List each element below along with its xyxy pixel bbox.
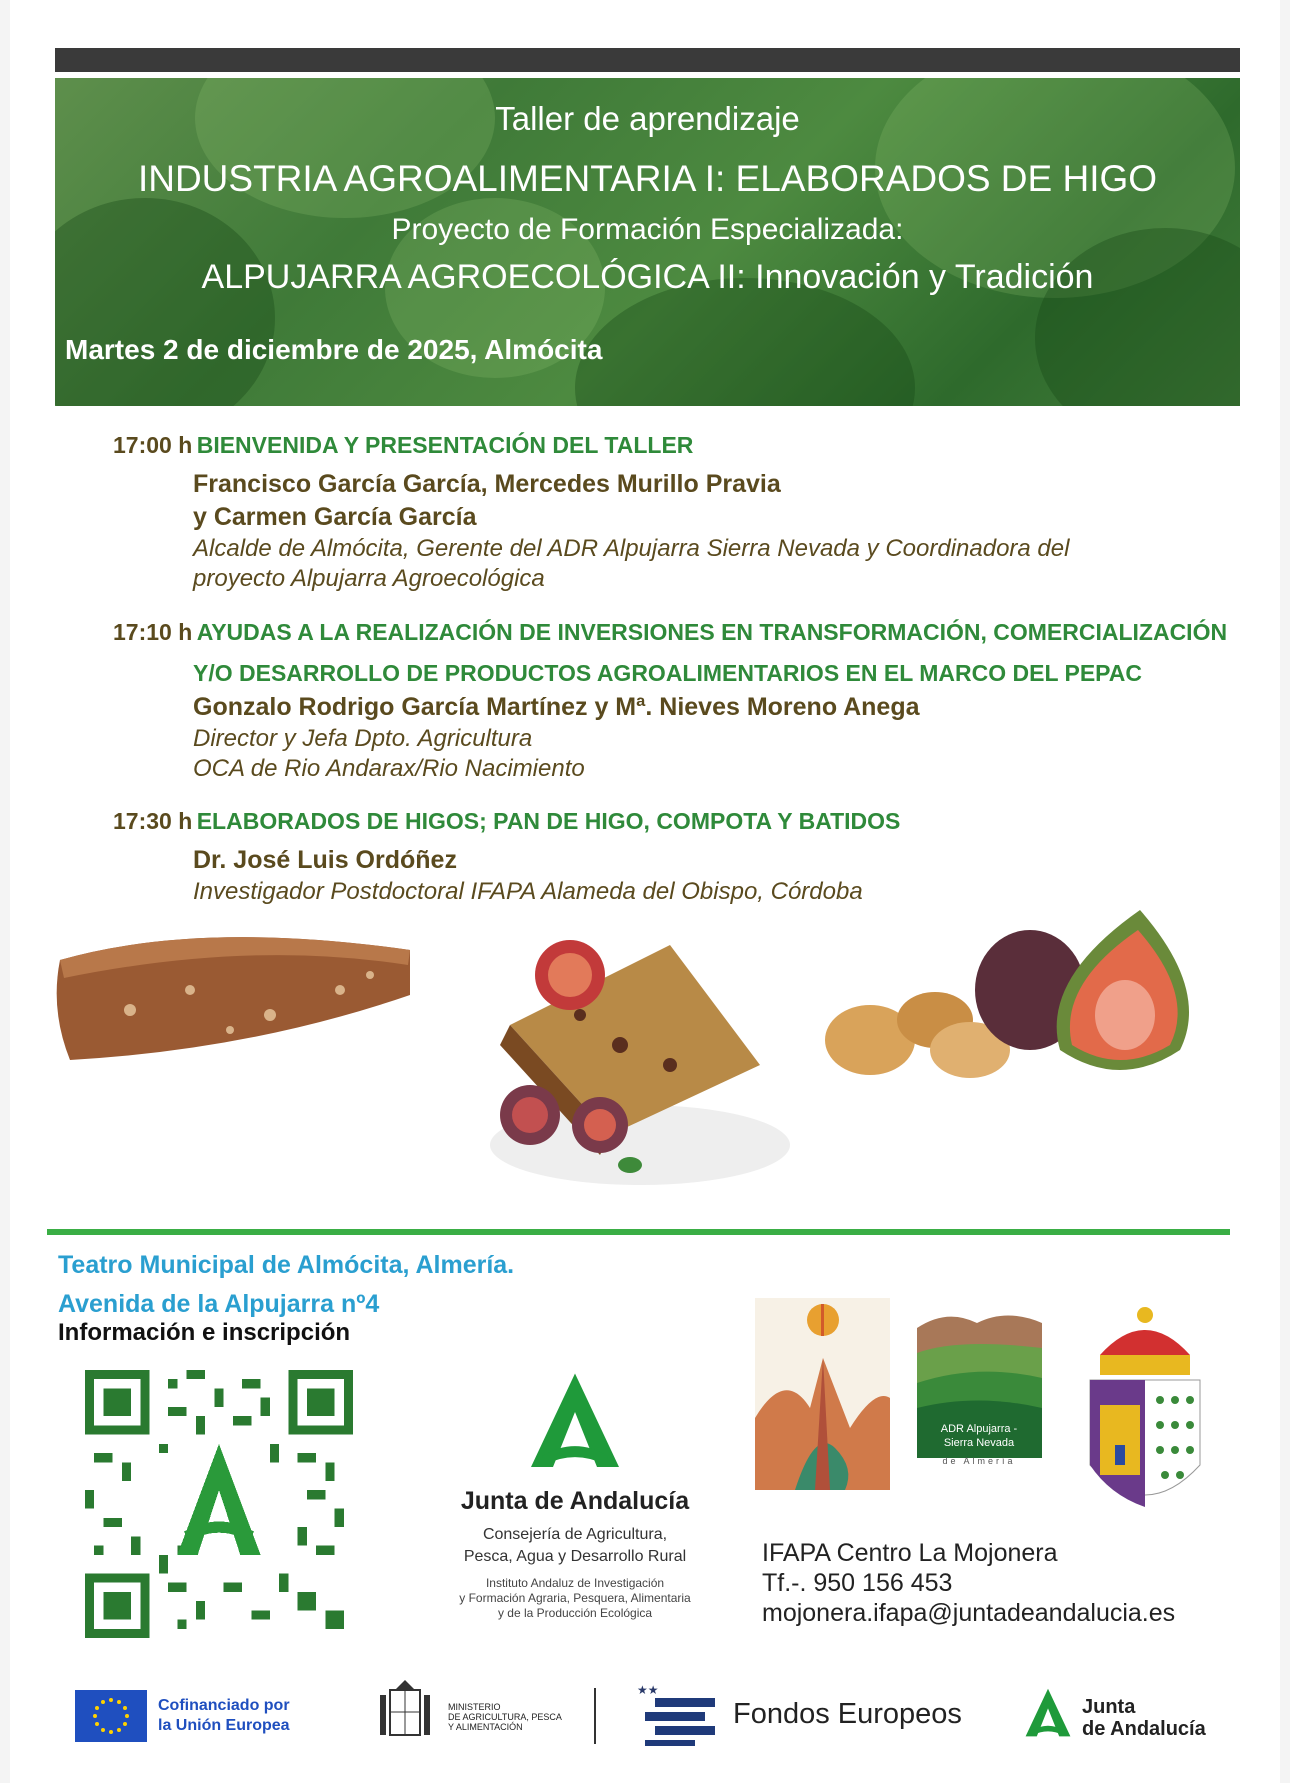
event-date: Martes 2 de diciembre de 2025, Almócita [65, 334, 603, 365]
divider [47, 1229, 1230, 1235]
adr-alpujarra-logo-icon [917, 1308, 1042, 1466]
fondos-europeos-label: Fondos Europeos [733, 1698, 962, 1730]
program-item-3 [113, 802, 1253, 907]
venue-address: Avenida de la Alpujarra nº4 [58, 1290, 380, 1318]
program-role: OCA de Rio Andarax/Rio Nacimiento [193, 755, 585, 782]
adr-logo-text: Sierra Nevada [943, 1437, 1015, 1449]
svg-text:★★: ★★ [637, 1683, 659, 1697]
fig-cake-image [470, 905, 800, 1195]
ifapa-name: IFAPA Centro La Mojonera [762, 1539, 1058, 1567]
adr-logo-text: ADR Alpujarra - [940, 1423, 1018, 1435]
junta-andalucia-logo-icon [520, 1368, 630, 1478]
program-role: Investigador Postdoctoral IFAPA Alameda del Obispo, Córdoba [193, 878, 863, 905]
fig-bread-image [50, 920, 420, 1070]
program-time: 17:30 h [113, 808, 193, 834]
program-role: Director y Jefa Dpto. Agricultura [193, 725, 533, 752]
institute-line: Instituto Andaluz de Investigación [485, 1576, 665, 1590]
leaf-shape [575, 278, 915, 406]
program-title-cont: Y/O DESARROLLO DE PRODUCTOS AGROALIMENTARIOS EN EL MARCO DEL PEPAC [193, 660, 1143, 686]
junta-small-logo-icon [1020, 1686, 1076, 1742]
consejeria-line: Consejería de Agricultura, [482, 1526, 668, 1543]
program-speakers: y Carmen García García [193, 503, 477, 531]
program-item-1 [113, 426, 1253, 594]
header-project-name: ALPUJARRA AGROECOLÓGICA II: Innovación y Tradición [201, 258, 1094, 296]
program-role: Alcalde de Almócita, Gerente del ADR Alpujarra Sierra Nevada y Coordinadora del [193, 535, 1070, 562]
ministry-line: Y ALIMENTACIÓN [448, 1722, 523, 1732]
program-role: proyecto Alpujarra Agroecológica [193, 565, 545, 592]
qr-code-icon[interactable] [85, 1370, 353, 1638]
top-bar [55, 48, 1240, 72]
junta-small-line: Junta [1082, 1696, 1136, 1718]
program-title: ELABORADOS DE HIGOS; PAN DE HIGO, COMPOTA Y BATIDOS [196, 808, 901, 834]
junta-logo-block [430, 1368, 720, 1621]
junta-small-label [1082, 1696, 1206, 1740]
footer-logos [0, 1680, 1290, 1750]
ministry-label [448, 1702, 562, 1732]
institute-line: y de la Producción Ecológica [497, 1606, 653, 1620]
header-title: INDUSTRIA AGROALIMENTARIA I: ELABORADOS DE HIGO [137, 158, 1158, 199]
ministry-line: DE AGRICULTURA, PESCA [448, 1712, 562, 1722]
ministry-line: MINISTERIO [448, 1702, 501, 1712]
ifapa-phone[interactable]: Tf.-. 950 156 453 [762, 1569, 953, 1597]
figs-image [820, 900, 1210, 1080]
header-project-label: Proyecto de Formación Especializada: [391, 213, 904, 246]
junta-small-line: de Andalucía [1082, 1718, 1206, 1740]
program-speakers: Francisco García García, Mercedes Murillo Pravia [193, 470, 781, 498]
institute-line: y Formación Agraria, Pesquera, Alimentaria [459, 1591, 691, 1605]
program-title: AYUDAS A LA REALIZACIÓN DE INVERSIONES EN TRANSFORMACIÓN, COMERCIALIZACIÓN [196, 619, 1228, 645]
program-speakers: Dr. José Luis Ordóñez [193, 846, 457, 874]
fondos-europeos-logo-icon [635, 1680, 725, 1750]
almocita-coat-of-arms-icon [1080, 1295, 1210, 1515]
header-subtitle: Taller de aprendizaje [495, 100, 800, 137]
ifapa-email[interactable]: mojonera.ifapa@juntadeandalucia.es [762, 1599, 1176, 1627]
eu-flag-icon [75, 1690, 147, 1742]
ifapa-contact [762, 1538, 1175, 1628]
eu-label-line: Cofinanciado por [158, 1697, 290, 1714]
program-item-2 [113, 613, 1253, 784]
info-label: Información e inscripción [58, 1319, 351, 1346]
program-time: 17:10 h [113, 619, 193, 645]
adr-logo-text: de Almería [942, 1456, 1016, 1466]
program-speakers: Gonzalo Rodrigo García Martínez y Mª. Nieves Moreno Anega [193, 693, 920, 721]
divider [594, 1688, 596, 1744]
program-title: BIENVENIDA Y PRESENTACIÓN DEL TALLER [196, 432, 694, 458]
eu-cofinanced-label [158, 1696, 290, 1736]
alpujarra-agroecologica-logo-icon [755, 1298, 890, 1490]
program-time: 17:00 h [113, 432, 193, 458]
header-banner [55, 78, 1240, 406]
consejeria-line: Pesca, Agua y Desarrollo Rural [463, 1548, 687, 1565]
eu-label-line: la Unión Europea [158, 1717, 290, 1734]
junta-name: Junta de Andalucía [460, 1487, 690, 1515]
venue-name: Teatro Municipal de Almócita, Almería. [58, 1251, 515, 1279]
spain-coat-of-arms-icon [375, 1680, 435, 1748]
